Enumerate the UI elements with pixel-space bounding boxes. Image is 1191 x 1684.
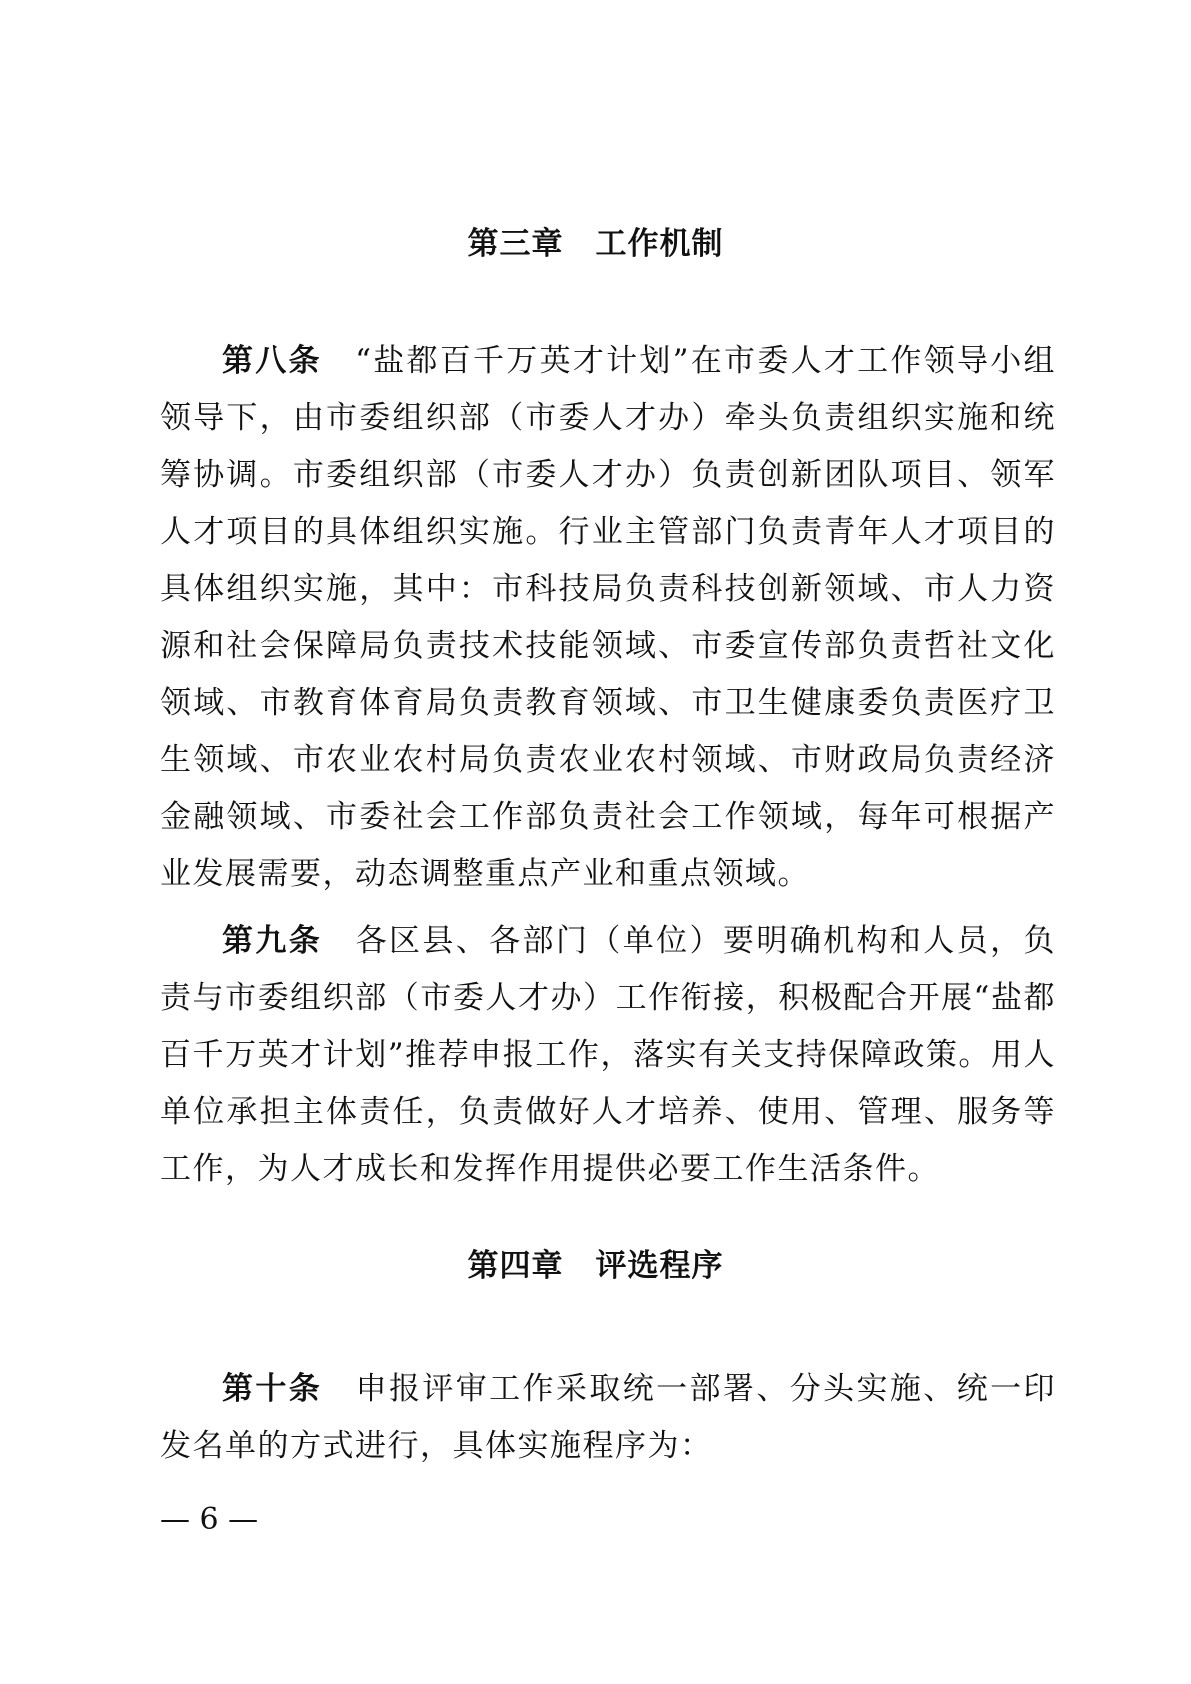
article-10-number: 第十条 xyxy=(222,1371,323,1407)
article-8 xyxy=(160,333,1056,903)
article-9-number: 第九条 xyxy=(222,923,323,959)
article-8-text: “盐都百千万英才计划”在市委人才工作领导小组领导下，由市委组织部（市委人才办）牵头负责组织实施和统筹协调。市委组织部（市委人才办）负责创新团队项目、领军人才项目的具体组织实施。行业主管部门负责青年人才项目的具体组织实施，其中：市科技局负责科技创新领域、市人力资源和社会保障局负责技术技能领域、市委宣传部负责哲社文化领域、市教育体育局负责教育领域、市卫生健康委负责医疗卫生领域、市农业农村局负责农业农村领域、市财政局负责经济金融领域、市委社会工作部负责社会工作领域，每年可根据产业发展需要，动态调整重点产业和重点领域。 xyxy=(160,343,1057,892)
article-9 xyxy=(160,913,1056,1198)
chapter-title-3: 第三章 工作机制 xyxy=(467,226,724,262)
article-10 xyxy=(160,1361,1056,1475)
article-10-text: 申报评审工作采取统一部署、分头实施、统一印发名单的方式进行，具体实施程序为： xyxy=(160,1371,1056,1464)
chapter-title-4: 第四章 评选程序 xyxy=(467,1248,724,1284)
article-9-text: 各区县、各部门（单位）要明确机构和人员，负责与市委组织部（市委人才办）工作衔接，积极配合开展“盐都百千万英才计划”推荐申报工作，落实有关支持保障政策。用人单位承担主体责任，负责做好人才培养、使用、管理、服务等工作，为人才成长和发挥作用提供必要工作生活条件。 xyxy=(160,923,1056,1187)
article-8-number: 第八条 xyxy=(222,343,322,379)
page-number: — 6 — xyxy=(160,1502,259,1537)
